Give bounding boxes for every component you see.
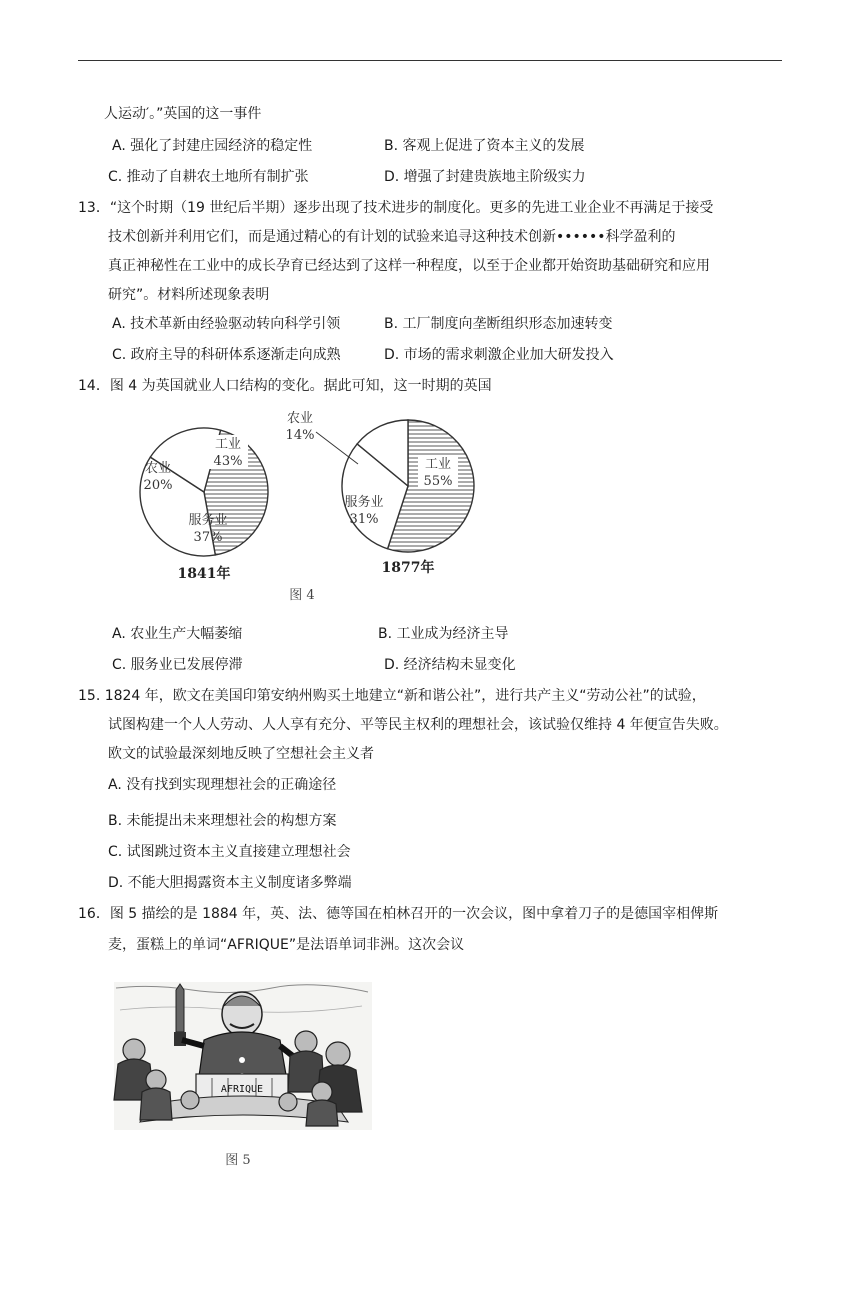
q12-option-c: C. 推动了自耕农土地所有制扩张 (108, 169, 309, 185)
figure-4-pie-charts (120, 408, 500, 608)
pie-1-leader-line (316, 432, 358, 464)
q12-option-b: B. 客观上促进了资本主义的发展 (384, 138, 585, 154)
q13-option-c: C. 政府主导的科研体系逐渐走向成熟 (112, 347, 341, 363)
pie-0-value-1: 37% (193, 530, 223, 545)
q14-stem: 14．图 4 为英国就业人口结构的变化。据此可知，这一时期的英国 (78, 378, 492, 394)
q13-line-1: 13．“这个时期（19 世纪后半期）逐步出现了技术进步的制度化。更多的先进工业企业不再满足于接受 (78, 200, 714, 216)
knife-icon (174, 984, 186, 1046)
pie-1-value-0: 55% (423, 474, 453, 489)
pie-0-label-2: 农业 (144, 461, 172, 476)
pie-0-label-0: 工业 (214, 437, 242, 452)
pie-1-value-1: 31% (349, 512, 379, 527)
header-rule (78, 60, 782, 61)
q13-line-2: 技术创新并利用它们，而是通过精心的有计划的试验来追寻这种技术创新••••••科学盈利的 (108, 229, 676, 245)
pie-1-title: 1877年 (381, 560, 435, 576)
q15-line-1: 15. 1824 年，欧文在美国印第安纳州购买土地建立“新和谐公社”，进行共产主义“劳动公社”的试验， (78, 688, 706, 704)
pie-1-label-1: 服务业 (344, 495, 384, 510)
q15-option-c: C. 试图跳过资本主义直接建立理想社会 (108, 844, 351, 860)
q14-option-d: D. 经济结构未显变化 (384, 657, 516, 673)
q13-line-4: 研究”。材料所述现象表明 (108, 287, 270, 303)
q14-option-a: A. 农业生产大幅萎缩 (112, 626, 243, 642)
pie-1-label-2: 农业 (286, 411, 314, 426)
figure-5-caption: 图 5 (225, 1153, 251, 1168)
q15-option-b: B. 未能提出未来理想社会的构想方案 (108, 813, 337, 829)
pie-0-title: 1841年 (177, 566, 231, 582)
q12-option-d: D. 增强了封建贵族地主阶级实力 (384, 169, 586, 185)
q14-option-c: C. 服务业已发展停滞 (112, 657, 243, 673)
q15-line-3: 欧文的试验最深刻地反映了空想社会主义者 (108, 746, 374, 762)
q12-stem-tail: 人运动′。”英国的这一事件 (104, 106, 262, 122)
pie-1-value-2: 14% (285, 428, 315, 443)
q13-option-d: D. 市场的需求刺激企业加大研发投入 (384, 347, 614, 363)
q16-line-1: 16．图 5 描绘的是 1884 年，英、法、德等国在柏林召开的一次会议，图中拿着刀子的是德国宰相俾斯 (78, 906, 719, 922)
q13-option-b: B. 工厂制度向垄断组织形态加速转变 (384, 316, 613, 332)
q12-option-a: A. 强化了封建庄园经济的稳定性 (112, 138, 313, 154)
q14-option-b: B. 工业成为经济主导 (378, 626, 509, 642)
pie-0-value-0: 43% (213, 454, 243, 469)
pie-0-value-2: 20% (143, 478, 173, 493)
q15-option-a: A. 没有找到实现理想社会的正确途径 (108, 777, 337, 793)
q15-line-2: 试图构建一个人人劳动、人人享有充分、平等民主权利的理想社会，该试验仅维持 4 年便宣告失败。 (108, 717, 728, 733)
figure-4-caption: 图 4 (289, 588, 315, 603)
pie-0-label-1: 服务业 (188, 513, 228, 528)
q13-option-a: A. 技术革新由经验驱动转向科学引领 (112, 316, 341, 332)
q16-line-2: 麦，蛋糕上的单词“AFRIQUE”是法语单词非洲。这次会议 (108, 937, 465, 953)
figure-5-cartoon (112, 980, 376, 1168)
pie-1-label-0: 工业 (424, 457, 452, 472)
q15-option-d: D. 不能大胆揭露资本主义制度诸多弊端 (108, 875, 352, 891)
q13-line-3: 真正神秘性在工业中的成长孕育已经达到了这样一种程度，以至于企业都开始资助基础研究和应用 (108, 258, 710, 274)
cake-word: AFRIQUE (220, 1084, 264, 1095)
